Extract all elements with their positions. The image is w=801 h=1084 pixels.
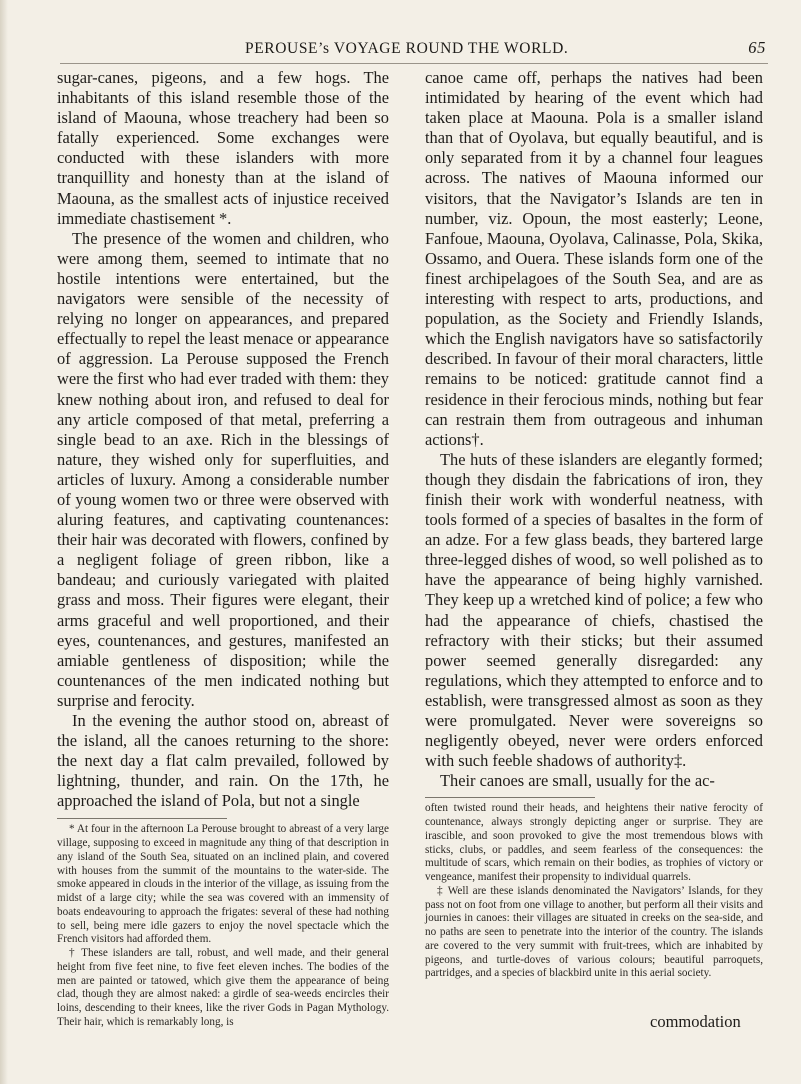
catchword: commodation — [650, 1012, 741, 1031]
paragraph: The presence of the women and children, who were among them, seemed to intimate that no hostile intentions were entertained, but the navigators were sensible of the necessity of relying no longer on appearances, and prepared effectually to repel the least menace or appearance of aggression. La Perouse supposed the French were the first who had ever traded with them: they knew nothing about iron, and refused to deal for any article composed of that metal, preferring a single bead to an axe. Rich in the blessings of nature, they wished only for superfluities, and articles of luxury. Among a considerable number of young women two or three were observed with aluring features, and captivating countenances: their hair was decorated with flowers, confined by a negligent foliage of green ribbon, like a bandeau; and curiously variegated with plaited grass and moss. Their figures were elegant, their arms graceful and well proportioned, and their eyes, countenances, and gestures, manifested an amiable gentleness of disposition; while the countenances of the men indicated nothing but surprise and ferocity. — [57, 228, 389, 710]
header-rule — [60, 63, 768, 64]
left-column — [57, 68, 389, 1030]
paragraph: sugar-canes, pigeons, and a few hogs. The inhabitants of this island resemble those of the island of Maouna, whose treachery had been so fatally experienced. Some exchanges were conducted with these islanders with more tranquillity and honesty than at the island of Maouna, as the smallest acts of injustice received immediate chastisement *. — [57, 68, 389, 228]
paragraph: canoe came off, perhaps the natives had been intimidated by hearing of the event which had taken place at Maouna. Pola is a smaller island than that of Oyolava, but equally beautiful, and is only separated from it by a channel four leagues across. The natives of Maouna informed our visitors, that the Navigator’s Islands are ten in number, viz. Opoun, the most easterly; Leone, Fanfoue, Maouna, Oyolava, Calinasse, Pola, Skika, Ossamo, and Ouera. These islands form one of the finest archipelagoes of the South Sea, and are as interesting with respect to arts, productions, and population, as the Society and Friendly Islands, which the English navigators have so satisfactorily described. In favour of their moral characters, little remains to be noticed: gratitude cannot find a residence in their ferocious minds, nothing but fear can restrain them from outrageous and inhuman actions†. — [425, 68, 763, 449]
paragraph: Their canoes are small, usually for the ac- — [440, 771, 715, 791]
left-footnotes — [57, 823, 389, 1029]
page-binding-shadow — [0, 0, 8, 1084]
page-number: 65 — [748, 38, 766, 57]
running-head-title: PEROUSE’s VOYAGE ROUND THE WORLD. — [245, 40, 569, 57]
left-body-text — [57, 68, 389, 811]
right-body-text — [425, 68, 763, 791]
footnote-continuation: often twisted round their heads, and heightens their native ferocity of countenance, always strongly depicting anger or surprise. They are irascible, and soon provoked to give the most tremendous blows with sticks, clubs, or paddles, and seem fearless of the consequences: the multitude of scars, which remain on their bodies, as trophies of victory or vengeance, manifest their propensity to individual quarrels. — [425, 802, 763, 884]
right-column — [425, 68, 763, 981]
running-head — [40, 38, 766, 64]
footnote: * At four in the afternoon La Perouse brought to abreast of a very large village, supposing to exceed in magnitude any thing of that description in any island of the South Sea, situated on an inclined plain, and covered with houses from the summit of the mountains to the water-side. The smoke appeared in clouds in the interior of the village, as issuing from the midst of a large city; while the sea was covered with an immensity of boats endeavouring to approach the frigates: several of these had nothing to sell, being mere idle gazers to enjoy the novel spectacle which the French visitors had afforded them. — [57, 823, 389, 946]
footnote: † These islanders are tall, robust, and well made, and their general height from five feet nine, to five feet eleven inches. The bodies of the men are painted or tatowed, which give them the appearance of being clad, though they are almost naked: a girdle of sea-weeds encircles their loins, descending to their knees, like the river Gods in Pagan Mythology. Their hair, which is remarkably long, is — [57, 947, 389, 1028]
footnote-rule — [57, 818, 227, 819]
right-footnotes — [425, 802, 763, 981]
paragraph: In the evening the author stood on, abreast of the island, all the canoes returning to the shore: the next day a flat calm prevailed, followed by lightning, thunder, and rain. On the 17th, he approached the island of Pola, but not a single — [57, 711, 389, 811]
paragraph: The huts of these islanders are elegantly formed; though they disdain the fabrications of iron, they finish their work with wonderful neatness, with tools formed of a species of basaltes in the form of an adze. For a few glass beads, they bartered large three-legged dishes of wood, so well polished as to have the appearance of being highly varnished. They keep up a wretched kind of police; a few who had the appearance of chiefs, chastised the refractory with their sticks; but their assumed power seemed generally disregarded: any regulations, which they attempted to enforce and to establish, were transgressed almost as soon as they were promulgated. Never were sovereigns so negligently obeyed, never were orders enforced with such feeble shadows of authority‡. — [425, 449, 763, 771]
footnote-rule — [425, 797, 595, 798]
footnote: ‡ Well are these islands denominated the Navigators’ Islands, for they pass not on foot from one village to another, but perform all their visits and journies in canoes: their villages are situated in creeks on the sea-side, and no paths are seen to penetrate into the interior of the country. The islands are covered to the very summit with fruit-trees, which are inhabited by pigeons, and turtle-doves of various colours; beautiful parroquets, partridges, and a species of blackbird unite in this aerial society. — [425, 884, 763, 980]
